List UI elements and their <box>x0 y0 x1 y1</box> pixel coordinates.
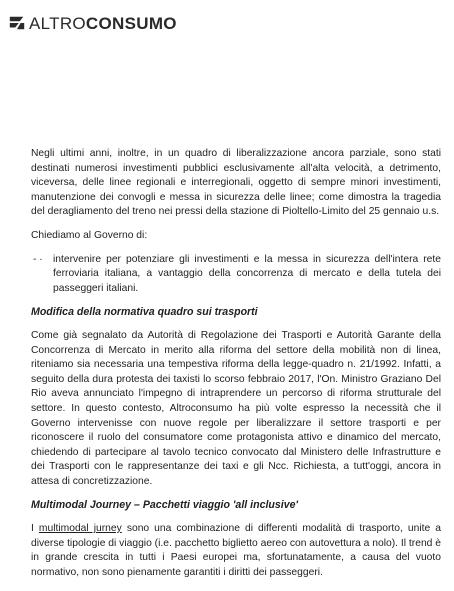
paragraph-multimodal-pre: I <box>31 523 39 535</box>
list-item <box>31 253 441 297</box>
section-heading-normativa: Modifica della normativa quadro sui trasporti <box>31 306 258 319</box>
paragraph-normativa: Come già segnalato da Autorità di Regolazione dei Trasporti e Autorità Garante della Concorrenza di Mercato in merito alla riforma del settore della mobilità non di linea, riteniamo sia necessaria una tempestiva riforma della legge-quadro n. 21/1992. Infatti, a seguito della dura protesta dei taxisti lo scorso febbraio 2017, l'On. Ministro Graziano Del Rio aveva annunciato l'impegno di intraprendere un percorso di riforma strutturale del settore. In questo contesto, Altroconsumo ha più volte espresso la necessità che il Governo intervenisse con nuove regole per liberalizzare il settore trasporti e per riconoscere il ruolo del consumatore come protagonista attivo e dinamico del mercato, chiedendo di partecipare al tavolo tecnico convocato dal Ministero delle Infrastrutture e dei Trasporti con le rappresentanze dei taxi e gli Ncc. Richiesta, a tutt'oggi, ancora in attesa di concretizzazione. <box>31 329 441 487</box>
section-heading-multimodal: Multimodal Journey – Pacchetti viaggio 'all inclusive' <box>31 499 299 512</box>
brand-wordmark <box>29 15 177 32</box>
paragraph-request-intro: Chiediamo al Governo di: <box>31 229 148 241</box>
underlined-term: multimodal jurney <box>38 523 122 535</box>
altroconsumo-logo-icon <box>8 14 26 32</box>
bullet-text: intervenire per potenziare gli investimenti e la messa in sicurezza dell'intera rete ferroviaria italiana, a vantaggio della concorrenza di mercato e della tutela dei passeggeri italiani. <box>53 253 441 294</box>
brand-light: ALTRO <box>29 13 86 33</box>
brand-header <box>8 14 177 32</box>
brand-bold: CONSUMO <box>85 13 177 33</box>
paragraph-multimodal <box>31 522 441 580</box>
bullet-dash: - · <box>33 253 43 265</box>
document-body <box>31 147 441 580</box>
paragraph-investments: Negli ultimi anni, inoltre, in un quadro di liberalizzazione ancora parziale, sono stati destinati numerosi investimenti pubblici esclusivamente all'alta velocità, a detrimento, viceversa, delle linee regionali e interregionali, oggetto di sempre minori investimenti, manutenzione dei convogli e messa in sicurezza delle linee; come dimostra la tragedia del deragliamento del treno nei pressi della stazione di Pioltello-Limito del 25 gennaio u.s. <box>31 148 441 218</box>
paragraph-multimodal-post: sono una combinazione di differenti modalità di trasporto, unite a diverse tipologie di viaggio (i.e. pacchetto biglietto aereo con autovettura a nolo). Il trend è in grande crescita in tutti i Paesi europei ma, sfortunatamente, a causa del vuoto normativo, non sono pienamente garantiti i diritti dei passeggeri. <box>31 523 441 578</box>
